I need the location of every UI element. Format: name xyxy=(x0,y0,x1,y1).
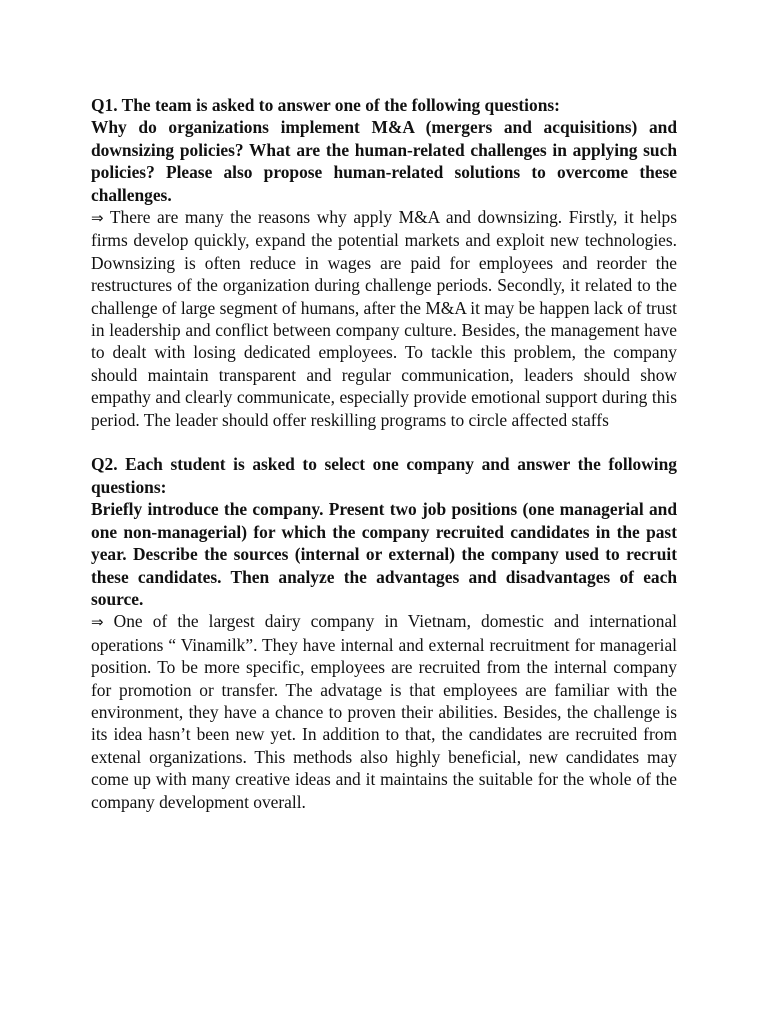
question-2-prompt: Briefly introduce the company. Present two job positions (one managerial and one non-managerial) for which the company recruited candidates in the past year. Describe the sources (internal or external) the company used to recruit these candidates. Then analyze the advantages and disadvantages of each source. xyxy=(91,499,677,609)
question-1-prompt: Why do organizations implement M&A (mergers and acquisitions) and downsizing policies? What are the human-related challenges in applying such policies? Please also propose human-related solutions to overcome these challenges. xyxy=(91,117,677,205)
document-page xyxy=(91,94,677,813)
arrow-icon: ⇒ xyxy=(91,613,104,632)
question-1-section xyxy=(91,94,677,431)
question-2-section xyxy=(91,453,677,813)
question-2-answer xyxy=(91,610,677,813)
question-2-title: Q2. Each student is asked to select one company and answer the following questions: xyxy=(91,454,677,497)
question-1-answer xyxy=(91,206,677,431)
question-1-answer-text: There are many the reasons why apply M&A and downsizing. Firstly, it helps firms develop quickly, expand the potential markets and exploit new technologies. Downsizing is often reduce in wages are paid for employees and reorder the restructures of the organization during challenge periods. Secondly, it related to the challenge of large segment of humans, after the M&A it may be happen lack of trust in leadership and conflict between company culture. Besides, the management have to dealt with losing dedicated employees. To tackle this problem, the company should maintain transparent and regular communication, leaders should show empathy and clearly communicate, especially provide emotional support during this period. The leader should offer reskilling programs to circle affected staffs xyxy=(91,207,677,430)
question-2-answer-text: One of the largest dairy company in Vietnam, domestic and international operations “ Vinamilk”. They have internal and external recruitment for managerial position. To be more specific, employees are recruited from the internal company for promotion or transfer. The advatage is that employees are familiar with the environment, they have a chance to proven their abilities. Besides, the challenge is its idea hasn’t been new yet. In addition to that, the candidates are recruited from extenal organizations. This methods also highly beneficial, new candidates may come up with many creative ideas and it maintains the suitable for the whole of the company development overall. xyxy=(91,611,677,812)
arrow-icon: ⇒ xyxy=(91,209,104,228)
question-1-title: Q1. The team is asked to answer one of the following questions: xyxy=(91,95,560,115)
